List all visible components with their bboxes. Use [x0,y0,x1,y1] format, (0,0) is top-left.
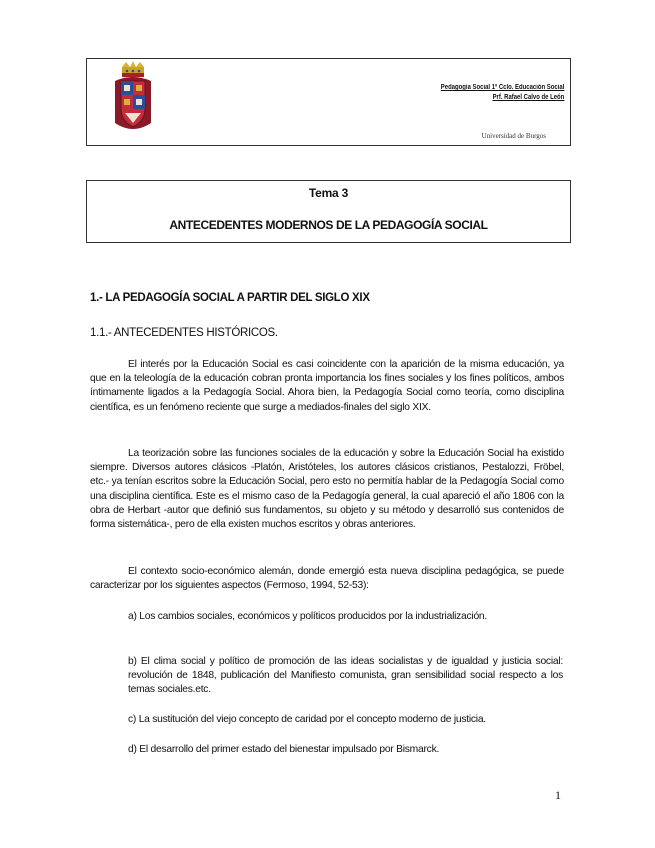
header-course-line: Pedagogía Social 1º Cclo. Educación Social [440,84,564,91]
header-course-info [440,83,564,103]
paragraph: El interés por la Educación Social es casi coincidente con la aparición de la misma educación, ya que en la teleología de la educación cobran pronta importancia los fines sociales y los fines políticos, ambos íntimamente ligados a la Pedagogía Social. Ahora bien, la Pedagogía Social como teoría, como disciplina científica, es un fenómeno reciente que surge a mediados-finales del siglo XIX. [90,359,564,413]
list-item: d) El desarrollo del primer estado del bienestar impulsado por Bismarck. [128,744,440,755]
page-number: 1 [555,788,561,802]
header-professor-line: Prf. Rafael Calvo de León [492,94,564,101]
list-item: a) Los cambios sociales, económicos y políticos producidos por la industrialización. [128,611,488,622]
document-header [86,58,571,146]
subsection-heading: 1.1.- ANTECEDENTES HISTÓRICOS. [90,327,278,339]
paragraph: El contexto socio-económico alemán, donde emergió esta nueva disciplina pedagógica, se puede caracterizar por los siguientes aspectos (Fermoso, 1994, 52-53): [90,566,564,592]
topic-title: ANTECEDENTES MODERNOS DE LA PEDAGOGÍA SOCIAL [169,218,488,232]
topic-number: Tema 3 [308,186,349,200]
list-item: b) El clima social y político de promoción de las ideas socialistas y de igualdad y justicia social: revolución de 1848, publicación del Manifiesto comunista, gran sensibilidad social respecto a los temas sociales.etc. [128,656,563,696]
header-university: Universidad de Burgos [481,132,546,140]
paragraph: La teorización sobre las funciones sociales de la educación y sobre la Educación Social ha existido siempre. Diversos autores clásicos -Platón, Aristóteles, los autores clásicos cristianos, Pestalozzi, Fröbel, etc.- ya tenían escritos sobre la Educación Social, pero esto no permitía hablar de la Pedagogía Social como una disciplina científica. Este es el mismo caso de la Pedagogía general, la cual apareció el año 1806 con la obra de Herbart -autor que definió sus fundamentos, su objeto y su método y desarrolló sus contenidos de forma sistemática-, pero de ella existen muchos escritos y obras anteriores. [90,448,564,531]
section-heading: 1.- LA PEDAGOGÍA SOCIAL A PARTIR DEL SIGLO XIX [90,292,370,304]
university-coat-of-arms-icon [113,61,153,137]
list-item: c) La sustitución del viejo concepto de caridad por el concepto moderno de justicia. [128,714,486,725]
title-box [86,180,571,243]
